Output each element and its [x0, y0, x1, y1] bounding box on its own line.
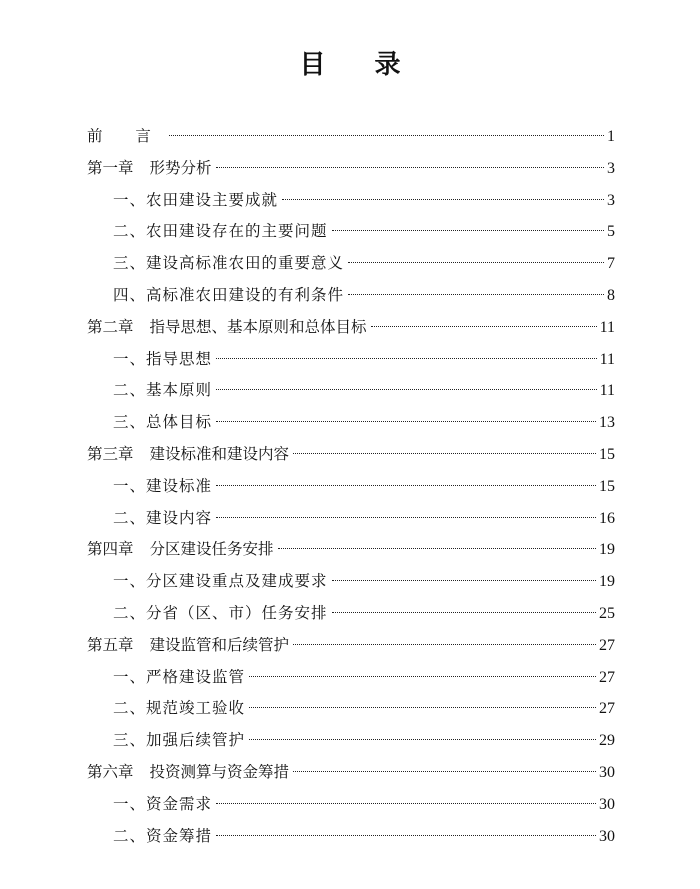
toc-section-entry[interactable]	[113, 378, 615, 402]
toc-section-entry[interactable]	[113, 792, 615, 816]
dot-leader	[249, 707, 596, 708]
entry-title: 指导思想	[146, 349, 213, 368]
chapter-number: 第四章	[87, 540, 134, 559]
entry-title: 建设标准和建设内容	[149, 445, 290, 463]
page-number: 30	[599, 827, 615, 845]
page-number: 5	[607, 223, 615, 241]
dot-leader	[216, 358, 597, 359]
page-number: 19	[599, 541, 615, 559]
entry-title: 投资测算与资金筹措	[149, 763, 290, 781]
dot-leader	[216, 389, 597, 390]
entry-title: 严格建设监管	[146, 667, 246, 686]
dot-leader	[332, 612, 596, 613]
toc-section-entry[interactable]	[113, 251, 615, 275]
page-number: 8	[607, 287, 615, 304]
entry-title: 建设标准	[146, 476, 213, 495]
chapter-number: 第一章	[87, 158, 134, 177]
section-number: 二、	[113, 381, 147, 400]
dot-leader	[293, 453, 596, 454]
entry-title: 高标准农田建设的有利条件	[146, 286, 345, 304]
page-number: 15	[599, 446, 615, 463]
dot-leader	[332, 230, 604, 231]
section-number: 一、	[113, 794, 147, 813]
section-number: 三、	[113, 413, 147, 432]
toc-section-entry[interactable]	[113, 665, 615, 689]
page-number: 3	[607, 191, 615, 209]
toc-chapter-entry[interactable]	[87, 124, 615, 148]
dot-leader	[249, 739, 596, 740]
toc-chapter-entry[interactable]	[87, 537, 615, 561]
toc-section-entry[interactable]	[113, 824, 615, 848]
entry-title: 建设监管和后续管护	[149, 635, 290, 654]
dot-leader	[348, 294, 604, 295]
page-number: 15	[599, 477, 615, 495]
dot-leader	[278, 548, 596, 549]
section-number: 四、	[113, 286, 147, 304]
entry-title: 规范竣工验收	[146, 699, 246, 718]
toc-chapter-entry[interactable]	[87, 442, 615, 466]
dot-leader	[216, 517, 596, 518]
toc-section-entry[interactable]	[113, 347, 615, 371]
toc-chapter-entry[interactable]	[87, 156, 615, 180]
page-number: 19	[599, 573, 615, 591]
chapter-number: 第五章	[87, 635, 134, 654]
entry-title: 形势分析	[149, 158, 212, 177]
dot-leader	[371, 326, 597, 327]
section-number: 一、	[113, 349, 147, 368]
entry-title: 指导思想、基本原则和总体目标	[149, 317, 367, 336]
page-number: 25	[599, 605, 615, 622]
page-number: 27	[599, 700, 615, 718]
page-number: 1	[607, 128, 615, 145]
entry-title: 资金筹措	[146, 826, 213, 845]
dot-leader	[216, 421, 596, 422]
page-number: 30	[599, 764, 615, 781]
chapter-number: 第二章	[87, 317, 134, 336]
entry-title: 前 言	[87, 127, 165, 145]
dot-leader	[348, 262, 604, 263]
page-number: 30	[599, 795, 615, 813]
chapter-number: 第三章	[87, 445, 134, 463]
entry-title: 分区建设重点及建成要求	[146, 572, 328, 591]
entry-title: 分区建设任务安排	[149, 540, 274, 559]
chapter-number: 第六章	[87, 763, 134, 781]
toc-section-entry[interactable]	[113, 219, 615, 243]
dot-leader	[216, 167, 604, 168]
toc-chapter-entry[interactable]	[87, 633, 615, 657]
section-number: 二、	[113, 508, 147, 527]
page-title: 目 录	[299, 50, 421, 80]
entry-title: 资金需求	[146, 794, 213, 813]
section-number: 二、	[113, 699, 147, 718]
toc-section-entry[interactable]	[113, 188, 615, 212]
dot-leader	[249, 676, 596, 677]
section-number: 一、	[113, 667, 147, 686]
entry-title: 农田建设主要成就	[146, 190, 279, 209]
page-number: 11	[599, 318, 615, 336]
section-number: 二、	[113, 604, 147, 622]
toc-section-entry[interactable]	[113, 506, 615, 530]
page-number: 7	[607, 255, 615, 273]
toc-section-entry[interactable]	[113, 601, 615, 625]
toc-section-entry[interactable]	[113, 728, 615, 752]
toc-section-entry[interactable]	[113, 283, 615, 307]
page-number: 11	[599, 382, 615, 400]
page-number: 13	[599, 414, 615, 432]
entry-title: 建设内容	[146, 508, 213, 527]
entry-title: 加强后续管护	[146, 731, 246, 750]
page-number: 16	[599, 509, 615, 527]
page-number: 27	[599, 668, 615, 686]
page-number: 27	[599, 636, 615, 654]
toc-section-entry[interactable]	[113, 696, 615, 720]
dot-leader	[293, 771, 596, 772]
toc-chapter-entry[interactable]	[87, 760, 615, 784]
page-number: 3	[607, 159, 615, 177]
dot-leader	[282, 199, 604, 200]
entry-title: 基本原则	[146, 381, 213, 400]
section-number: 一、	[113, 572, 147, 591]
dot-leader	[216, 485, 596, 486]
dot-leader	[332, 580, 596, 581]
toc-chapter-entry[interactable]	[87, 315, 615, 339]
page-number: 29	[599, 732, 615, 750]
dot-leader	[216, 835, 596, 836]
toc-section-entry[interactable]	[113, 474, 615, 498]
section-number: 三、	[113, 254, 147, 273]
entry-title: 建设高标准农田的重要意义	[146, 254, 345, 273]
entry-title: 总体目标	[146, 413, 213, 432]
page-number: 11	[599, 350, 615, 368]
section-number: 二、	[113, 222, 147, 241]
entry-title: 分省（区、市）任务安排	[146, 604, 328, 622]
entry-title: 农田建设存在的主要问题	[146, 222, 328, 241]
dot-leader	[169, 135, 604, 136]
toc-section-entry[interactable]	[113, 569, 615, 593]
section-number: 一、	[113, 476, 147, 495]
toc-section-entry[interactable]	[113, 410, 615, 434]
dot-leader	[216, 803, 596, 804]
section-number: 二、	[113, 826, 147, 845]
section-number: 一、	[113, 190, 147, 209]
section-number: 三、	[113, 731, 147, 750]
dot-leader	[293, 644, 596, 645]
